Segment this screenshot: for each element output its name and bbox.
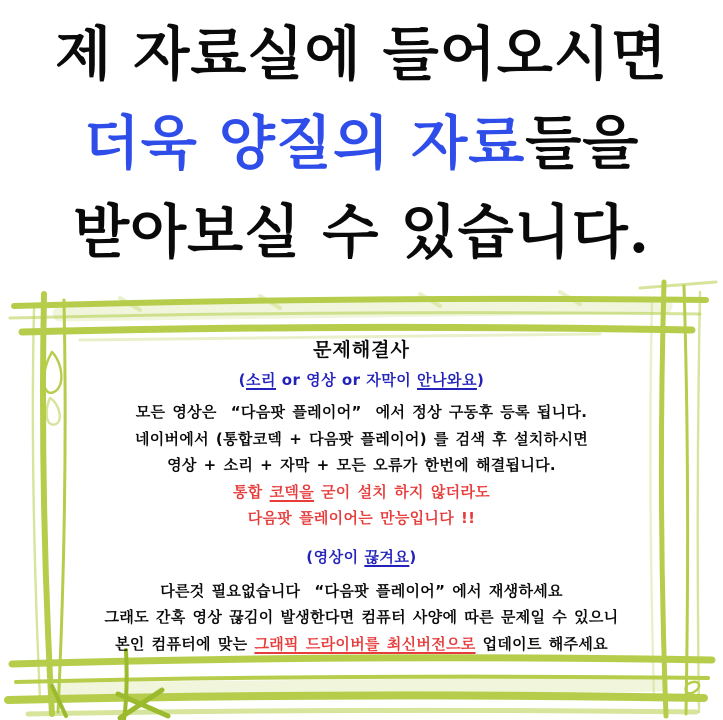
- hero-line-2-highlight: 더욱 양질의 자료: [83, 109, 526, 177]
- notice-line-4: 다른것 필요없습니다 “다음팟 플레이어” 에서 재생하세요: [160, 581, 563, 600]
- section1-heading-underline-1: 소리: [246, 371, 277, 389]
- red-line-1-pre: 통합: [233, 482, 270, 501]
- notice-title: 문제해결사: [313, 339, 410, 361]
- line-6-red-underline: 그래픽 드라이버를 최신버전으로: [254, 634, 476, 653]
- section1-heading-underline-2: 안나와요: [416, 371, 477, 389]
- section2-heading-underline: 끊겨요: [364, 547, 410, 566]
- hero-line-3: 받아보실 수 있습니다.: [73, 198, 650, 266]
- notice-line-1: 모든 영상은 “다음팟 플레이어” 에서 정상 구동후 등록 됩니다.: [135, 403, 588, 421]
- notice-content: [84, 338, 639, 657]
- line-6-pre: 본인 컴퓨터에 맞는: [115, 634, 255, 653]
- red-line-1-underline: 코덱을: [269, 482, 314, 501]
- notice-red-line-2: 다음팟 플레이어는 만능입니다 !!: [247, 509, 476, 527]
- red-line-1-post: 굳이 설치 하지 않더라도: [313, 482, 490, 501]
- notice-line-5: 그래도 간혹 영상 끊김이 발생한다면 컴퓨터 사양에 따른 문제일 수 있으니: [104, 608, 619, 626]
- section1-heading-open: (: [238, 371, 247, 389]
- line-6-post: 업데이트 해주세요: [475, 634, 608, 653]
- section1-heading: [84, 370, 639, 390]
- section-gap: [84, 532, 639, 547]
- notice-line-3: 영상 + 소리 + 자막 + 모든 오류가 한번에 해결됩니다.: [167, 456, 556, 474]
- section2-heading: [84, 547, 639, 567]
- section2-heading-close: ): [409, 547, 417, 566]
- hero-line-1: 제 자료실에 들어오시면: [55, 20, 668, 88]
- section1-heading-close: ): [476, 371, 485, 389]
- section2-heading-open: (영상이: [306, 547, 365, 566]
- hero-line-2-rest: 들을: [525, 109, 640, 177]
- section1-heading-mid: or 영상 or 자막이: [276, 371, 417, 389]
- notice-red-line-1: [84, 479, 639, 506]
- notice-line-6: [84, 631, 639, 658]
- notice-line-2: 네이버에서 (통합코덱 + 다음팟 플레이어) 를 검색 후 설치하시면: [134, 429, 589, 448]
